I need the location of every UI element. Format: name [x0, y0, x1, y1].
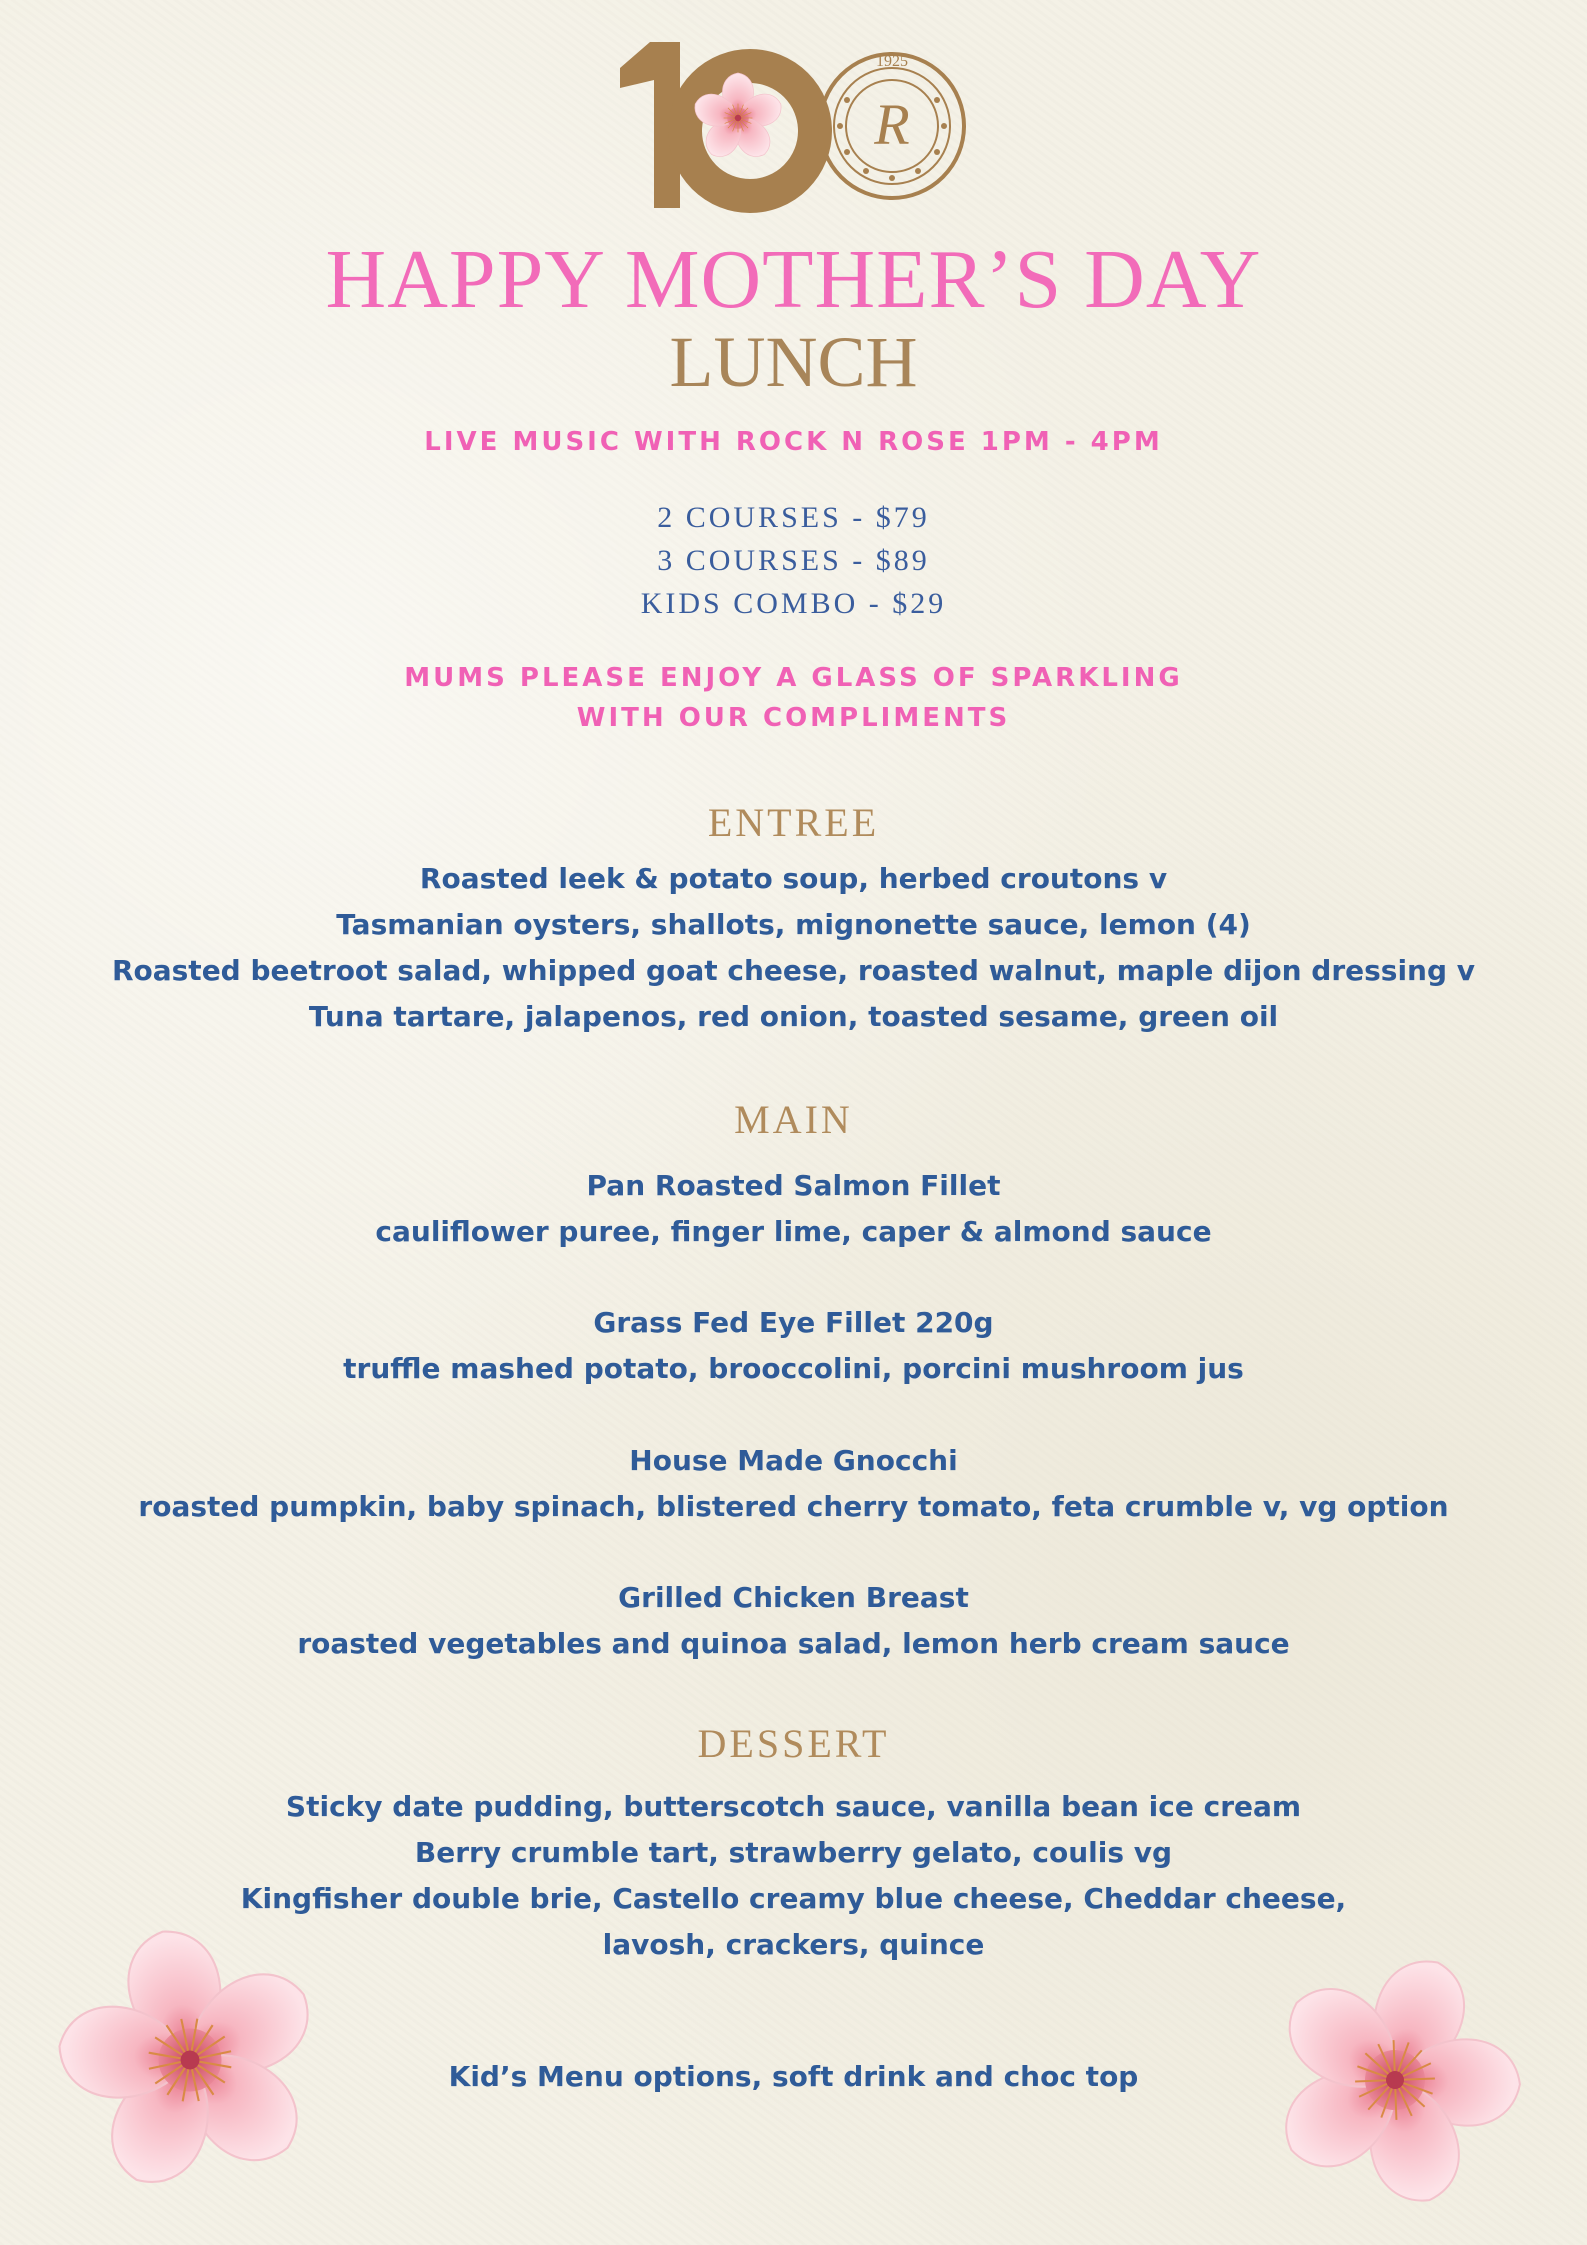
menu-item: lavosh, crackers, quince [602, 1928, 985, 1961]
compliment-line: MUMS PLEASE ENJOY A GLASS OF SPARKLING [404, 663, 1183, 693]
menu-item: Tasmanian oysters, shallots, mignonette sauce, lemon (4) [336, 908, 1251, 941]
page-title: HAPPY MOTHER’S DAY [325, 233, 1262, 326]
logo-year: 1925 [876, 53, 908, 70]
blossom-left-icon [40, 1910, 340, 2210]
main-item [0, 1438, 1587, 1530]
dish-description: truffle mashed potato, brooccolini, porcini mushroom jus [343, 1352, 1244, 1385]
main-heading: MAIN [734, 1097, 853, 1142]
compliment-line: WITH OUR COMPLIMENTS [576, 703, 1011, 733]
dessert-heading: DESSERT [697, 1721, 890, 1766]
logo-monogram: R [874, 92, 910, 157]
live-music-note: LIVE MUSIC WITH ROCK N ROSE 1PM - 4PM [424, 427, 1163, 457]
price-kids-combo: KIDS COMBO - $29 [640, 587, 947, 620]
price-three-courses: 3 COURSES - $89 [657, 544, 930, 577]
dish-name: House Made Gnocchi [629, 1444, 958, 1477]
price-list [0, 496, 1587, 625]
kids-menu-note: Kid’s Menu options, soft drink and choc top [448, 2060, 1139, 2093]
blossom-right-icon [1255, 1935, 1535, 2225]
dish-description: roasted vegetables and quinoa salad, lemon herb cream sauce [297, 1627, 1290, 1660]
logo-seal [820, 53, 964, 198]
centenary-logo [610, 28, 970, 218]
price-two-courses: 2 COURSES - $79 [657, 501, 930, 534]
menu-item: Roasted beetroot salad, whipped goat cheese, roasted walnut, maple dijon dressing v [111, 954, 1476, 987]
dish-description: cauliflower puree, finger lime, caper & almond sauce [375, 1215, 1212, 1248]
main-item [0, 1163, 1587, 1255]
page-subtitle: LUNCH [669, 322, 918, 402]
compliment-note [0, 658, 1587, 738]
dish-description: roasted pumpkin, baby spinach, blistered cherry tomato, feta crumble v, vg option [138, 1490, 1449, 1523]
dish-name: Grilled Chicken Breast [618, 1581, 969, 1614]
menu-item: Roasted leek & potato soup, herbed croutons v [419, 862, 1168, 895]
entree-heading: ENTREE [707, 800, 880, 845]
menu-item: Tuna tartare, jalapenos, red onion, toasted sesame, green oil [308, 1000, 1279, 1033]
entree-list [0, 856, 1587, 1040]
main-item [0, 1300, 1587, 1392]
menu-item: Kingfisher double brie, Castello creamy blue cheese, Cheddar cheese, [240, 1882, 1347, 1915]
dish-name: Grass Fed Eye Fillet 220g [593, 1306, 994, 1339]
dish-name: Pan Roasted Salmon Fillet [586, 1169, 1001, 1202]
menu-item: Berry crumble tart, strawberry gelato, coulis vg [414, 1836, 1173, 1869]
menu-item: Sticky date pudding, butterscotch sauce, vanilla bean ice cream [285, 1790, 1302, 1823]
main-item [0, 1575, 1587, 1667]
